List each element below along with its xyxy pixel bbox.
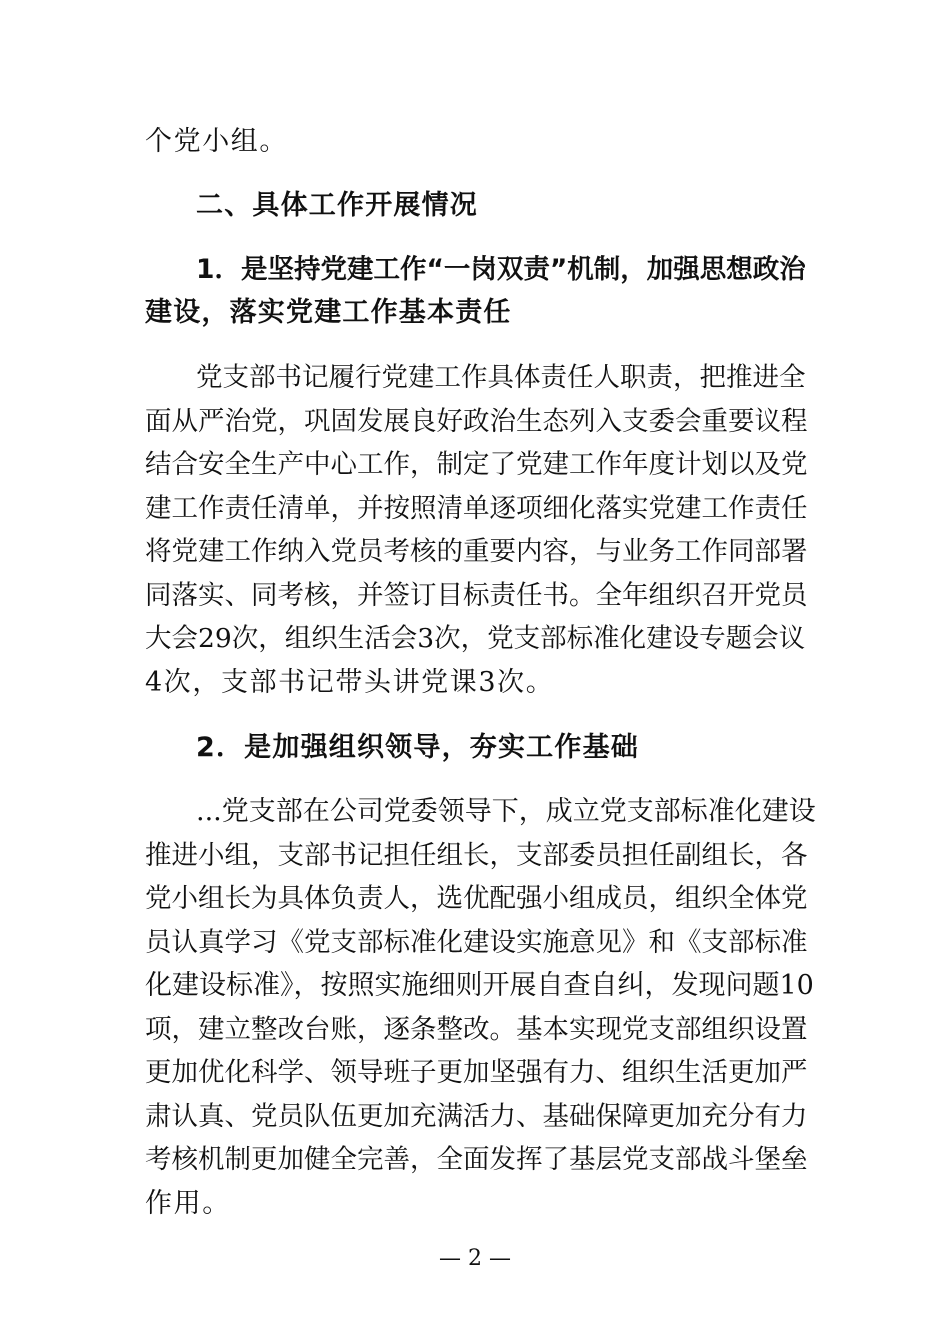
item2-body-line: 肃认真、党员队伍更加充满活力、基础保障更加充分有力 [145, 1101, 808, 1132]
item1-body-line: 面从严治党，巩固发展良好政治生态列入支委会重要议程 [145, 406, 808, 437]
item1-heading-line-1: 1．是坚持党建工作“一岗双责”机制，加强思想政治 [196, 254, 806, 285]
item1-body-line: 结合安全生产中心工作，制定了党建工作年度计划以及党 [145, 449, 808, 480]
item1-body-line: 同落实、同考核，并签订目标责任书。全年组织召开党员 [145, 580, 808, 611]
item1-body-line: 4次，支部书记带头讲党课3次。 [145, 667, 555, 698]
item2-body-line: 化建设标准》，按照实施细则开展自查自纠，发现问题10 [145, 970, 814, 1001]
item2-body-line: 推进小组，支部书记担任组长，支部委员担任副组长，各 [145, 840, 808, 871]
item1-body-line: 将党建工作纳入党员考核的重要内容，与业务工作同部署 [145, 536, 808, 567]
page-number: — 2 — [439, 1246, 511, 1271]
item2-body-line: 考核机制更加健全完善，全面发挥了基层党支部战斗堡垒 [145, 1144, 808, 1175]
item2-body-line: 更加优化科学、领导班子更加坚强有力、组织生活更加严 [145, 1057, 808, 1088]
item1-heading-line-2: 建设，落实党建工作基本责任 [145, 297, 512, 328]
item2-body-line: 员认真学习《党支部标准化建设实施意见》和《支部标准 [145, 927, 808, 958]
item2-body-line: 项，建立整改台账，逐条整改。基本实现党支部组织设置 [145, 1014, 808, 1045]
continuation-text: 个党小组。 [145, 126, 288, 157]
item1-body-line: 建工作责任清单，并按照清单逐项细化落实党建工作责任 [145, 493, 808, 524]
item2-body-line: 党小组长为具体负责人，选优配强小组成员，组织全体党 [145, 883, 808, 914]
section-heading: 二、具体工作开展情况 [196, 190, 478, 221]
item1-body-line: 大会29次，组织生活会3次，党支部标准化建设专题会议 [145, 623, 806, 654]
item1-body-line: 党支部书记履行党建工作具体责任人职责，把推进全 [196, 362, 806, 393]
item2-heading: 2．是加强组织领导，夯实工作基础 [196, 732, 639, 763]
item2-body-line: ...党支部在公司党委领导下，成立党支部标准化建设 [196, 796, 816, 827]
item2-body-line: 作用。 [145, 1188, 231, 1219]
